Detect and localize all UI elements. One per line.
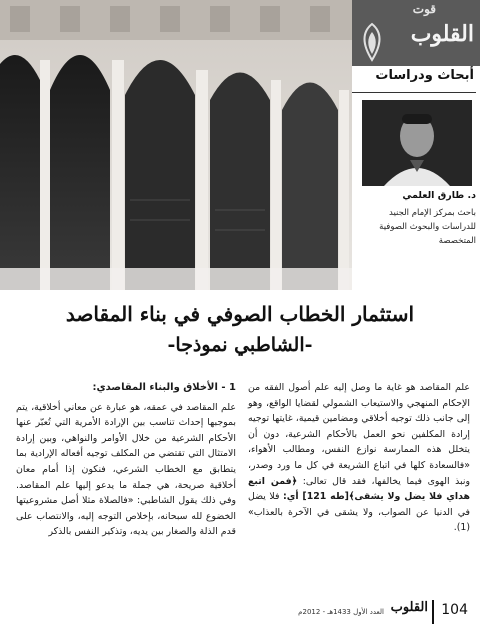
- article-subtitle: -الشاطبي نموذجا-: [167, 334, 313, 356]
- issue-info: العدد الأول 1433هـ - 2012م: [298, 608, 384, 616]
- paragraph-text-end: فلا يضل في الدنيا عن الصواب، ولا يشقى في الآخرة بالعذاب» (1).: [248, 491, 470, 534]
- section-divider: [352, 92, 476, 93]
- author-name: د. طارق العلمي: [402, 190, 476, 201]
- article-title: استثمار الخطاب الصوفي في بناء المقاصد: [65, 302, 415, 326]
- mosque-arches-photo: [0, 0, 352, 290]
- section-label: أبحاث ودراسات: [375, 68, 474, 83]
- paragraph-text: علم المقاصد هو غاية ما وصل إليه علم أصول الفقه من الإحكام المنهجي والاستيعاب الشمولي لقضايا الواقع، وهو إلى جانب ذلك توجيه أخلاقي ومضامين قيمية، غايتها توجيه إرادة المكلفين نحو العمل بالأحكام الشرعية، دون أن يتخلل هذه الممارسة نوازع النفس، ومطالب الأهواء، «فالسعادة كلها في اتباع الشريعة في كل ما ورد وصدر، ونبذ الهوى فيما يخالفها، فقد قال تعالى:: [248, 382, 471, 487]
- author-affiliation: باحث بمركز الإمام الجنيد للدراسات والبحوث الصوفية المتخصصة: [379, 208, 476, 246]
- footer-logo: القلوب: [390, 600, 428, 615]
- footer-divider: [432, 600, 434, 624]
- body-column-right: [248, 380, 470, 536]
- page-number: 104: [441, 602, 468, 618]
- masthead-logo: القلوب: [410, 21, 474, 47]
- page-footer: [300, 598, 480, 628]
- paragraph-text: علم المقاصد في عمقه، هو عبارة عن معاني أخلاقية، يتم بموجبها إحداث تناسب بين الإرادة الأمرية التي تُعبّر عنها الأحكام الشرعية من خلال الأوامر والنواهي، وبين إرادة الامتثال التي تقتضي من المكلف توجيه أفعاله الإرادية بما يتطابق مع الخطاب الشرعي، فنكون إذا أمام معان أخلاقية صريحة، هي جملة ما يدعو إليها علم المقاصد. وفي ذلك يقول الشاطبي: «فالصلاة مثلا أصل مشروعيتها الخضوع لله سبحانه، بإخلاص التوجه إليه، والانتصاب على قدم الذلة والصغار بين يديه، وتذكير النفس بالذكر: [16, 401, 236, 538]
- masthead-banner: [352, 0, 480, 66]
- quran-verse: ﴿فمن اتبع هداي فلا يضل ولا يشقى﴾[طه 121] أي:: [248, 475, 470, 503]
- body-column-left: [16, 380, 236, 540]
- section-heading: 1 - الأخلاق والبناء المقاصدي:: [92, 382, 236, 393]
- ornament-icon: [358, 22, 386, 62]
- author-photo: [362, 100, 472, 186]
- masthead-logo-sub: قوت: [412, 2, 436, 16]
